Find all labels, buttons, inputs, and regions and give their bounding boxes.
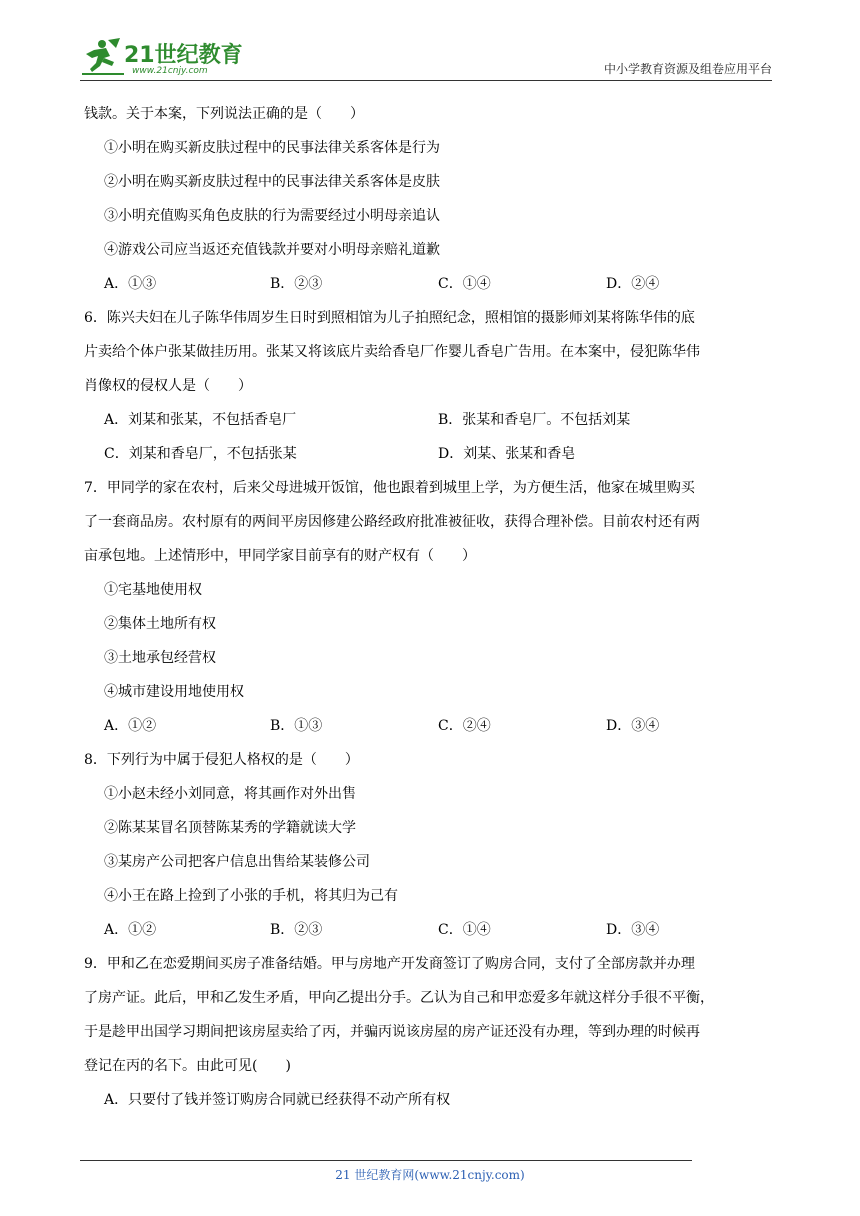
statement-item: ④城市建设用地使用权 — [104, 684, 244, 700]
question-9-text: 于是趁甲出国学习期间把该房屋卖给了丙，并骗丙说该房屋的房产证还没有办理，等到办理的时候再 — [84, 1024, 700, 1040]
statement-item: ③某房产公司把客户信息出售给某装修公司 — [104, 854, 370, 870]
option-b[interactable]: B．②③ — [270, 922, 323, 938]
statement-item: ①小赵未经小刘同意，将其画作对外出售 — [104, 786, 356, 802]
runner-icon — [80, 36, 126, 76]
logo-text: 21世纪教育 — [124, 43, 243, 68]
option-d[interactable]: D．刘某、张某和香皂 — [438, 446, 576, 462]
page-header — [80, 30, 772, 82]
question-9-text: 登记在丙的名下。由此可见( ) — [84, 1058, 291, 1074]
question-9-text: 9．甲和乙在恋爱期间买房子准备结婚。甲与房地产开发商签订了购房合同，支付了全部房款并办理 — [84, 956, 695, 972]
question-7-text: 了一套商品房。农村原有的两间平房因修建公路经政府批准被征收，获得合理补偿。目前农村还有两 — [84, 514, 700, 530]
option-c[interactable]: C．①④ — [438, 922, 491, 938]
logo-subtext: www.21cnjy.com — [132, 66, 208, 76]
statement-item: ③土地承包经营权 — [104, 650, 216, 666]
page-footer[interactable]: 21 世纪教育网(www.21cnjy.com) — [335, 1168, 525, 1182]
header-tagline: 中小学教育资源及组卷应用平台 — [603, 62, 772, 76]
statement-item: ②陈某某冒名顶替陈某秀的学籍就读大学 — [104, 820, 356, 836]
question-7-text: 亩承包地。上述情形中，甲同学家目前享有的财产权有（ ） — [84, 548, 476, 564]
option-c[interactable]: C．①④ — [438, 276, 491, 292]
option-b[interactable]: B．①③ — [270, 718, 323, 734]
option-d[interactable]: D．③④ — [606, 718, 660, 734]
text-line: 钱款。关于本案，下列说法正确的是（ ） — [84, 106, 364, 122]
statement-item: ①小明在购买新皮肤过程中的民事法律关系客体是行为 — [104, 140, 440, 156]
statement-item: ①宅基地使用权 — [104, 582, 202, 598]
option-c[interactable]: C．②④ — [438, 718, 491, 734]
question-6-text: 肖像权的侵权人是（ ） — [84, 378, 252, 394]
option-a[interactable]: A．①③ — [104, 276, 157, 292]
option-b[interactable]: B．张某和香皂厂。不包括刘某 — [438, 412, 631, 428]
question-9-text: 了房产证。此后，甲和乙发生矛盾，甲向乙提出分手。乙认为自己和甲恋爱多年就这样分手很不平衡， — [84, 990, 714, 1006]
option-a[interactable]: A．①② — [104, 718, 157, 734]
statement-item: ④小王在路上捡到了小张的手机，将其归为己有 — [104, 888, 398, 904]
question-8-text: 8．下列行为中属于侵犯人格权的是（ ） — [84, 752, 359, 768]
question-6-text: 6．陈兴夫妇在儿子陈华伟周岁生日时到照相馆为儿子拍照纪念，照相馆的摄影师刘某将陈华伟的底 — [84, 310, 695, 326]
option-a[interactable]: A．只要付了钱并签订购房合同就已经获得不动产所有权 — [104, 1092, 451, 1108]
question-7-text: 7．甲同学的家在农村，后来父母进城开饭馆，他也跟着到城里上学，为方便生活，他家在城里购买 — [84, 480, 695, 496]
statement-item: ③小明充值购买角色皮肤的行为需要经过小明母亲追认 — [104, 208, 440, 224]
site-logo — [80, 36, 250, 80]
statement-item: ④游戏公司应当返还充值钱款并要对小明母亲赔礼道歉 — [104, 242, 440, 258]
option-a[interactable]: A．①② — [104, 922, 157, 938]
option-d[interactable]: D．③④ — [606, 922, 660, 938]
option-c[interactable]: C．刘某和香皂厂，不包括张某 — [104, 446, 297, 462]
footer-divider — [80, 1160, 692, 1161]
statement-item: ②小明在购买新皮肤过程中的民事法律关系客体是皮肤 — [104, 174, 440, 190]
option-b[interactable]: B．②③ — [270, 276, 323, 292]
option-d[interactable]: D．②④ — [606, 276, 660, 292]
question-6-text: 片卖给个体户张某做挂历用。张某又将该底片卖给香皂厂作婴儿香皂广告用。在本案中，侵犯陈华伟 — [84, 344, 700, 360]
statement-item: ②集体土地所有权 — [104, 616, 216, 632]
header-divider — [80, 80, 772, 81]
option-a[interactable]: A．刘某和张某，不包括香皂厂 — [104, 412, 297, 428]
